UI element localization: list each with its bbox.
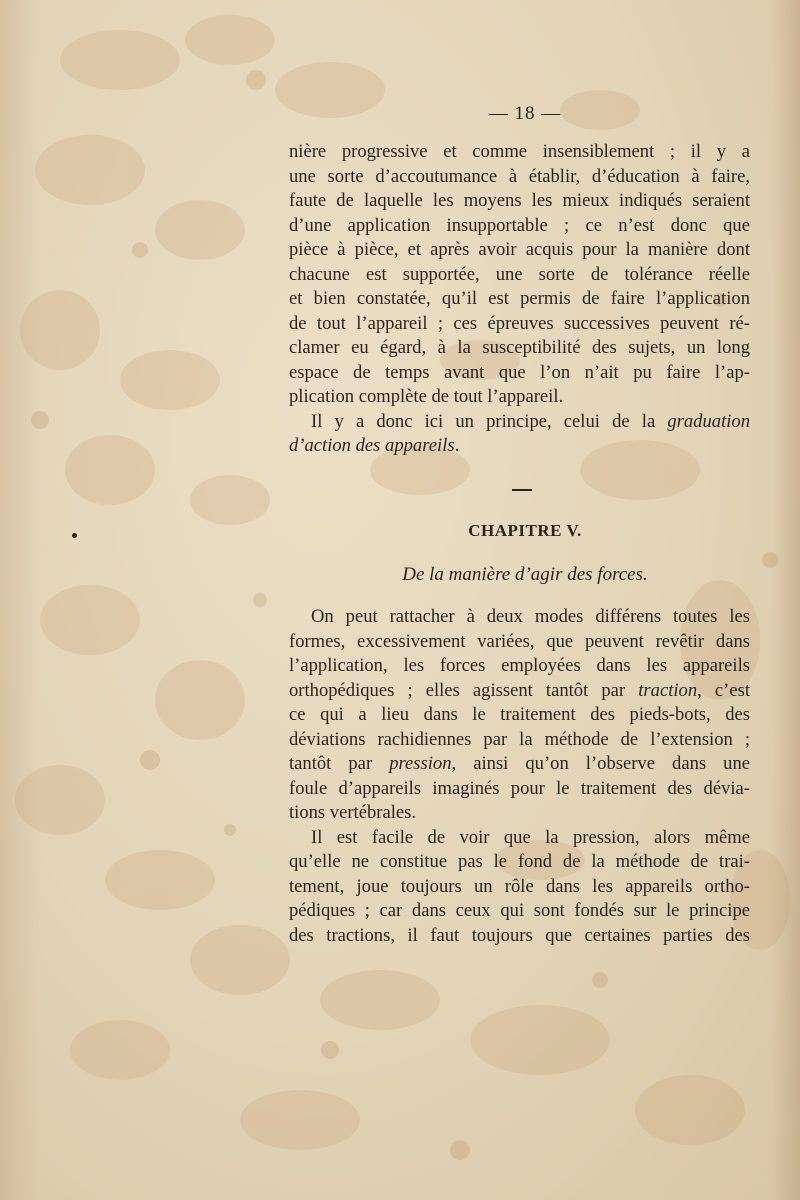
italic-text: d’action des appareils xyxy=(289,435,455,456)
text-run: orthopédiques ; elles agissent tantôt par xyxy=(289,679,639,701)
text-run: , ainsi qu’on l’observe dans une xyxy=(451,753,751,774)
text-line: des tractions, il faut toujours que certaines parties des xyxy=(289,924,750,946)
text-run: Il y a donc ici un principe, celui de la xyxy=(311,410,668,432)
text-line: Il est facile de voir que la pression, alors même xyxy=(311,826,750,848)
text-line: déviations rachidiennes par la méthode de l’extension ; xyxy=(289,728,750,750)
text-run: tantôt par xyxy=(289,753,390,774)
chapter-subtitle: De la manière d’agir des forces. xyxy=(402,564,648,585)
text-line: pièce à pièce, et après avoir acquis pour la manière dont xyxy=(289,239,750,260)
text-line: plication complète de tout l’appareil. xyxy=(289,386,564,407)
text-line: clamer eu égard, à la susceptibilité des sujets, un long xyxy=(289,337,750,358)
text-line: faute de laquelle les moyens les mieux indiqués seraient xyxy=(289,190,750,211)
italic-text: pression xyxy=(389,753,452,774)
text-line: On peut rattacher à deux modes différens toutes les xyxy=(311,606,750,627)
text-line: d’une application insupportable ; ce n’est donc que xyxy=(289,214,750,236)
text-line: et bien constatée, qu’il est permis de faire l’application xyxy=(289,288,750,309)
text-line: une sorte d’accoutumance à établir, d’éducation à faire, xyxy=(289,165,750,187)
text-line xyxy=(289,410,750,435)
text-line xyxy=(289,752,750,777)
paragraph-continued xyxy=(289,140,750,459)
chapter-body xyxy=(289,605,750,948)
text-line: ce qui a lieu dans le traitement des pieds-bots, des xyxy=(289,704,750,725)
italic-text: traction xyxy=(638,679,698,701)
text-line: pédiques ; car dans ceux qui sont fondés sur le principe xyxy=(289,900,750,921)
italic-text: graduation xyxy=(667,410,750,432)
text-line xyxy=(289,434,750,459)
text-line: espace de temps avant que l’on n’ait pu faire l’ap- xyxy=(289,361,750,383)
section-rule xyxy=(512,489,532,491)
chapter-title: CHAPITRE V. xyxy=(468,521,582,540)
text-line: formes, excessivement variées, que peuvent revêtir dans xyxy=(289,630,750,652)
text-line xyxy=(289,679,750,704)
text-line: qu’elle ne constitue pas le fond de la méthode de trai- xyxy=(289,851,750,872)
text-run: . xyxy=(454,435,460,456)
page-number: — 18 — xyxy=(488,103,562,124)
text-line: foule d’appareils imaginés pour le traitement des dévia- xyxy=(289,777,750,799)
text-line: nière progressive et comme insensiblement ; il y a xyxy=(289,141,750,162)
text-line: de tout l’appareil ; ces épreuves successives peuvent ré- xyxy=(289,312,750,334)
text-line: tions vertébrales. xyxy=(289,802,417,823)
ink-dot xyxy=(72,533,77,538)
text-line: chacune est supportée, une sorte de tolérance réelle xyxy=(289,263,750,285)
text-line: l’application, les forces employées dans les appareils xyxy=(289,655,750,676)
text-run: , c’est xyxy=(697,679,750,701)
page-edge-shadow xyxy=(770,0,800,1200)
binding-shadow xyxy=(0,0,40,1200)
text-line: tement, joue toujours un rôle dans les appareils ortho- xyxy=(289,875,750,897)
